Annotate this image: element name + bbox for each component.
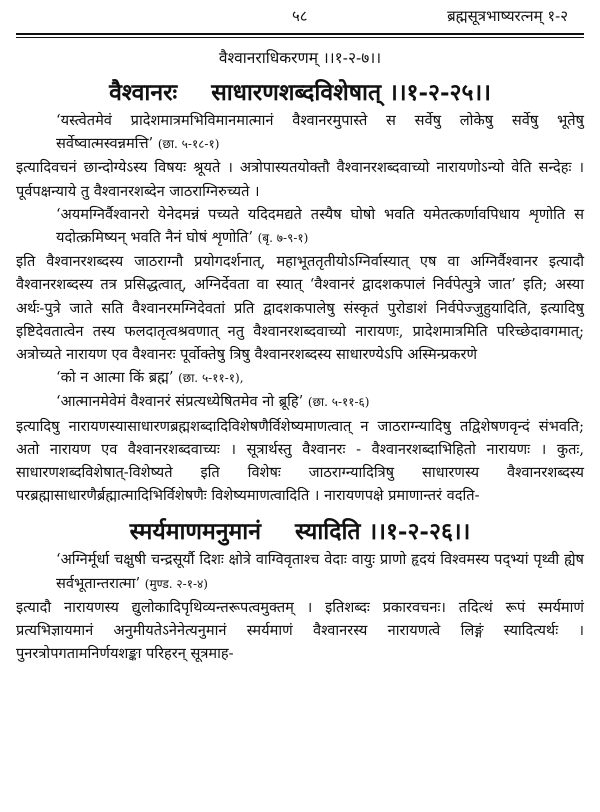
citation: (छा. ५-१८-१) — [157, 137, 220, 152]
citation: (बृ. ७-९-१) — [257, 231, 309, 246]
sutra-26-word: स्मर्यमाणमनुमानं — [129, 518, 262, 546]
commentary-block-2 — [16, 548, 584, 665]
quote-paragraph: ‘अग्निर्मूर्धा चक्षुषी चन्द्रसूर्यौ दिशः क्षोत्रे वाग्विवृताश्च वेदाः वायुः प्राणो हृदयं विश्वमस्य पद्भ्यां पृथ्वी ह्येष सर्वभूतान्तरात्मा’ (मुण्ड. २-१-४) — [56, 551, 584, 592]
sutra-26-rest: स्यादिति ।।१-२-२६।। — [295, 518, 471, 546]
quote-paragraph: ‘आत्मानमेवेमं वैश्वानरं संप्रत्यध्येषितमेव नो ब्रूहि’ (छा. ५-११-६) — [56, 393, 370, 411]
sutra-heading-26 — [16, 515, 584, 548]
page-number: ५८ — [292, 7, 308, 25]
commentary-paragraph: इति वैश्वानरशब्दस्य जाठराग्नौ प्रयोगदर्शनात्, महाभूततृतीयोऽग्निर्वास्यात् एष वा अग्निर्वैश्वानर इत्यादौ वैश्वानरशब्दस्य तत्र प्रसिद्धत्वात्, अग्निर्देवता वा स्यात् ‘वैश्वानरं द्वादशकपालं निर्वपेत्पुत्रे जात’ इति; अस्या अर्थः-पुत्रे जाते सति वैश्वानरमग्निदेवतां प्रति द्वादशकपालेषु संस्कृतं पुरोडाशं निर्वपेज्जुहुयादिति, इत्यादिषु इष्टिदेवतात्वेन तस्य फलदातृत्वश्रवणात् नतु वैश्वानरशब्दवाच्यो नारायणः, प्रादेशमात्रमिति परिच्छेदावगमात्; अत्रोच्यते नारायण एव वैश्वानरः पूर्वोक्तेषु त्रिषु वैश्वानरशब्दस्य साधारण्येऽपि अस्मिन्प्रकरणे — [16, 253, 584, 364]
citation: (मुण्ड. २-१-४) — [144, 576, 208, 591]
running-title: ब्रह्मसूत्रभाष्यरत्नम् १-२ — [447, 7, 568, 25]
quote-paragraph: ‘अयमग्निर्वैश्वानरो येनेदमन्नं पच्यते यदिदमद्यते तस्यैष घोषो भवति यमेतत्कर्णावपिधाय शृणोति स यदोत्क्रमिष्यन् भवति नैनं घोषं शृणोति’ (बृ. ७-९-१) — [56, 205, 584, 247]
commentary-paragraph: इत्यादिवचनं छान्दोग्येऽस्य विषयः श्रूयते । अत्रोपास्यतयोक्तौ वैश्वानरशब्दवाच्यो नारायणोऽन्यो वेति सन्देहः । पूर्वपक्षन्याये तु वैश्वानरशब्देन जाठराग्निरुच्यते । — [16, 159, 584, 200]
commentary-paragraph: इत्यादिषु नारायणस्यासाधारणब्रह्मशब्दादिविशेषणैर्विशेष्यमाणत्वात् न जाठराग्न्यादिषु तद्विशेषणवृन्दं संभवति; अतो नारायण एव वैश्वानरशब्दवाच्यः । सूत्रार्थस्तु वैश्वानरः - वैश्वानरशब्दाभिहितो नारायणः । कुतः, साधारणशब्दविशेषात्-विशेष्यते इति विशेषः जाठराग्न्यादित्रिषु साधारणस्य वैश्वानरशब्दस्य परब्रह्मासाधारणैर्ब्रह्मात्मादिभिर्विशेषणैः विशेष्यमाणत्वादिति । नारायणपक्षे प्रमाणान्तरं वदति- — [16, 417, 584, 505]
commentary-paragraph: इत्यादौ नारायणस्य द्युलोकादिपृथिव्यन्तरूपत्वमुक्तम् । इतिशब्दः प्रकारवचनः। तदित्थं रूपं स्मर्यमाणं प्रत्यभिज्ञायमानं अनुमीयतेऽनेनेत्यनुमानं स्मर्यमाणं वैश्वानरस्य नारायणत्वे लिङ्गं स्यादित्यर्थः । पुनरत्रोपगतामनिर्णयशङ्का परिहरन् सूत्रमाह- — [16, 598, 584, 663]
sutra-heading-25 — [16, 76, 584, 109]
header-rule-thin — [16, 37, 584, 38]
header-rule-thick — [16, 33, 584, 35]
adhikarana-title: वैश्वानराधिकरणम् ।।१-२-७।। — [218, 49, 382, 67]
page-header — [16, 0, 584, 30]
quote-paragraph: ‘को न आत्मा किं ब्रह्म’ (छा. ५-११-१), — [56, 369, 244, 387]
sutra-25-word: वैश्वानरः — [109, 79, 178, 106]
commentary-block-1 — [16, 109, 584, 507]
citation: (छा. ५-११-६) — [307, 395, 370, 410]
sutra-25-rest: साधारणशब्दविशेषात् ।।१-२-२५।। — [211, 79, 491, 106]
quote-paragraph: ‘यस्त्वेतमेवं प्रादेशमात्रमभिविमानमात्मानं वैश्वानरमुपास्ते स सर्वेषु लोकेषु सर्वेषु भूतेषु सर्वेष्वात्मस्वन्नमत्ति’ (छा. ५-१८-१) — [56, 112, 584, 153]
citation: (छा. ५-११-१), — [178, 371, 244, 386]
